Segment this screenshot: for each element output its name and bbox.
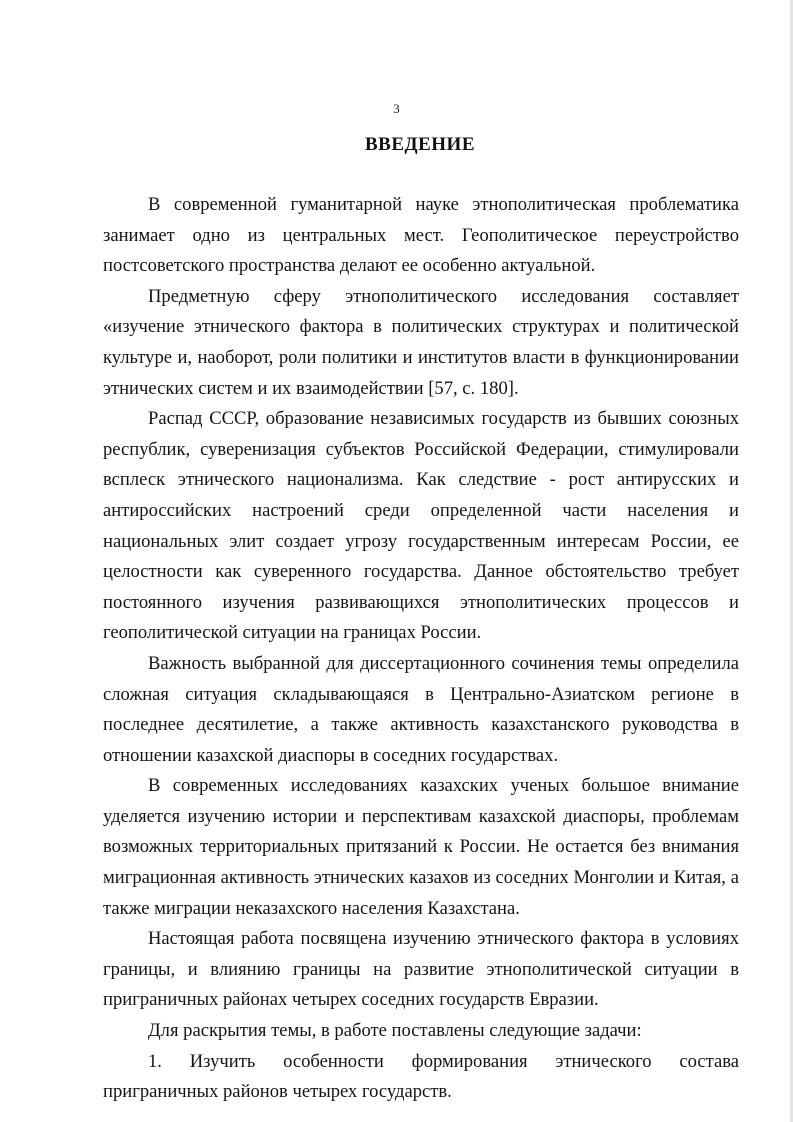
paragraph-intro: В современной гуманитарной науке этнополитическая проблематика занимает одно из центральных мест. Геополитическое переустройство постсоветского пространства делают ее особенно актуальной. [103, 194, 739, 277]
section-heading: ВВЕДЕНИЕ [365, 134, 475, 155]
paragraph-ussr-collapse: Распад СССР, образование независимых государств из бывших союзных республик, суверенизация субъектов Российской Федерации, стимулировали всплеск этнического национализма. Как следствие - рост антирусских и антироссийских настроений среди определенной части населения и национальных элит создает угрозу государственным интересам России, ее целостности как суверенного государства. Данное обстоятельство требует постоянного изучения развивающихся этнополитических процессов и геополитической ситуации на границах России. [103, 408, 739, 644]
paragraph-task-1: 1. Изучить особенности формирования этнического состава приграничных районов четырех государств. [103, 1050, 739, 1103]
page-number: 3 [393, 101, 400, 116]
paragraph-work-purpose: Настоящая работа посвящена изучению этнического фактора в условиях границы, и влиянию границы на развитие этнополитической ситуации в приграничных районах четырех соседних государств Евразии. [103, 928, 739, 1011]
paragraph-tasks-intro: Для раскрытия темы, в работе поставлены следующие задачи: [148, 1020, 642, 1042]
paragraph-kazakh-research: В современных исследованиях казахских ученых большое внимание уделяется изучению истории и перспективам казахской диаспоры, проблемам возможных территориальных притязаний к России. Не остается без внимания миграционная активность этнических казахов из соседних Монголии и Китая, а также миграции неказахского населения Казахстана. [103, 775, 739, 919]
paragraph-subject: Предметную сферу этнополитического исследования составляет «изучение этнического фактора в политических структурах и политической культуре и, наоборот, роли политики и институтов власти в функционировании этнических систем и их взаимодействии [57, с. 180]. [103, 285, 739, 399]
paragraph-importance: Важность выбранной для диссертационного сочинения темы определила сложная ситуация складывающаяся в Центрально-Азиатском регионе в последнее десятилетие, а также активность казахстанского руководства в отношении казахской диаспоры в соседних государствах. [103, 652, 739, 766]
body-text [103, 190, 739, 1108]
